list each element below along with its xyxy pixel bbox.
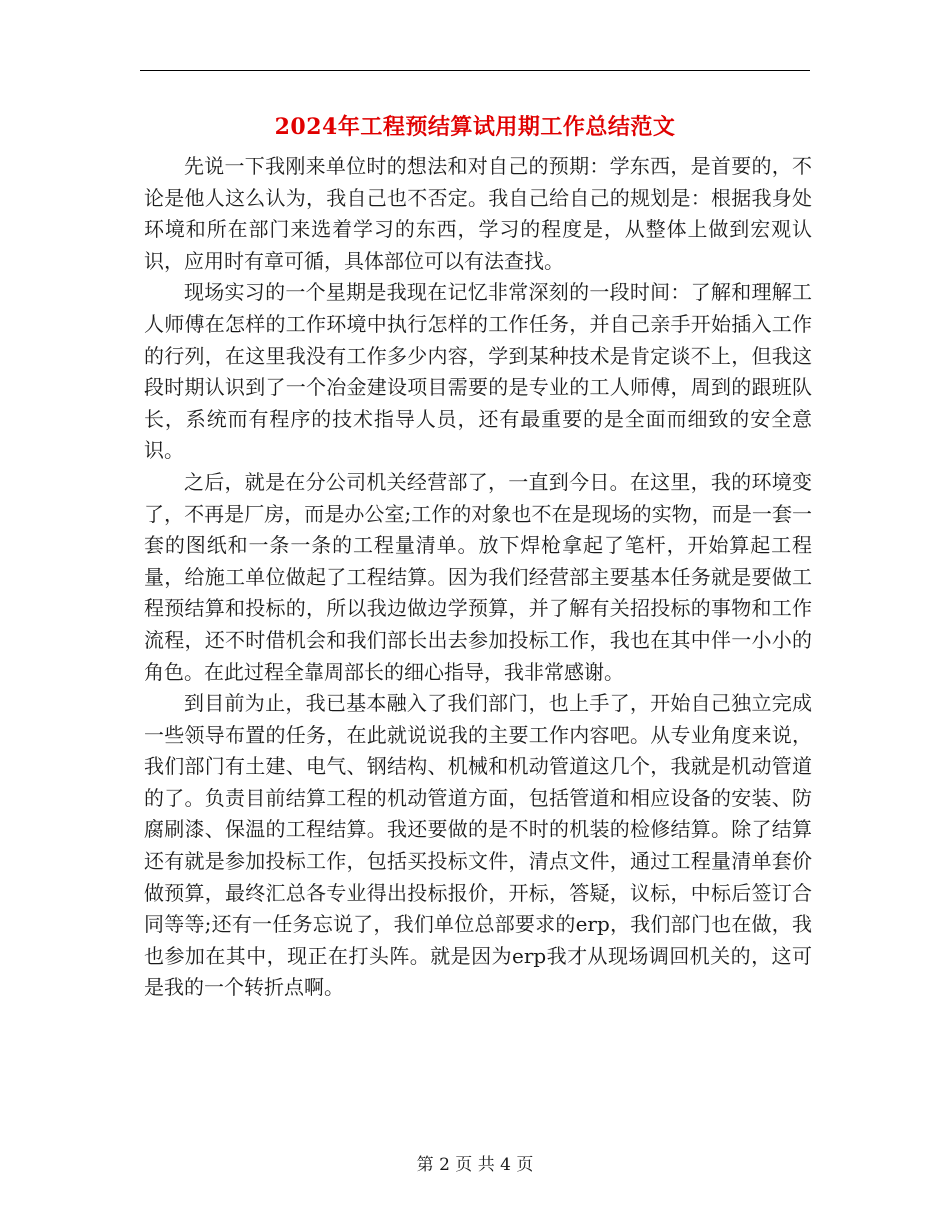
header-rule: [140, 70, 810, 71]
page-number-footer: 第 2 页 共 4 页: [416, 1155, 534, 1175]
document-body: [144, 151, 812, 1004]
paragraph-2: 现场实习的一个星期是我现在记忆非常深刻的一段时间：了解和理解工人师傅在怎样的工作环境中执行怎样的工作任务，并自己亲手开始插入工作的行列，在这里我没有工作多少内容，学到某种技术是肯定谈不上，但我这段时期认识到了一个冶金建设项目需要的是专业的工人师傅，周到的跟班队长，系统而有程序的技术指导人员，还有最重要的是全面而细致的安全意识。: [144, 280, 812, 463]
paragraph-3: 之后，就是在分公司机关经营部了，一直到今日。在这里，我的环境变了，不再是厂房，而是办公室;工作的对象也不在是现场的实物，而是一套一套的图纸和一条一条的工程量清单。放下焊枪拿起了笔杆，开始算起工程量，给施工单位做起了工程结算。因为我们经营部主要基本任务就是要做工程预结算和投标的，所以我边做边学预算，并了解有关招投标的事物和工作流程，还不时借机会和我们部长出去参加投标工作，我也在其中伴一小小的角色。在此过程全靠周部长的细心指导，我非常感谢。: [144, 469, 812, 684]
paragraph-1: 先说一下我刚来单位时的想法和对自己的预期：学东西，是首要的，不论是他人这么认为，我自己也不否定。我自己给自己的规划是：根据我身处环境和所在部门来选着学习的东西，学习的程度是，从整体上做到宏观认识，应用时有章可循，具体部位可以有法查找。: [144, 154, 812, 273]
document-title: 2024年工程预结算试用期工作总结范文: [274, 114, 676, 140]
paragraph-4: 到目前为止，我已基本融入了我们部门，也上手了，开始自己独立完成一些领导布置的任务，在此就说说我的主要工作内容吧。从专业角度来说，我们部门有土建、电气、钢结构、机械和机动管道这几个，我就是机动管道的了。负责目前结算工程的机动管道方面，包括管道和相应设备的安装、防腐刷漆、保温的工程结算。我还要做的是不时的机装的检修结算。除了结算还有就是参加投标工作，包括买投标文件，清点文件，通过工程量清单套价做预算，最终汇总各专业得出投标报价，开标，答疑，议标，中标后签订合同等等;还有一任务忘说了，我们单位总部要求的erp，我们部门也在做，我也参加在其中，现正在打头阵。就是因为erp我才从现场调回机关的，这可是我的一个转折点啊。: [144, 691, 812, 1000]
